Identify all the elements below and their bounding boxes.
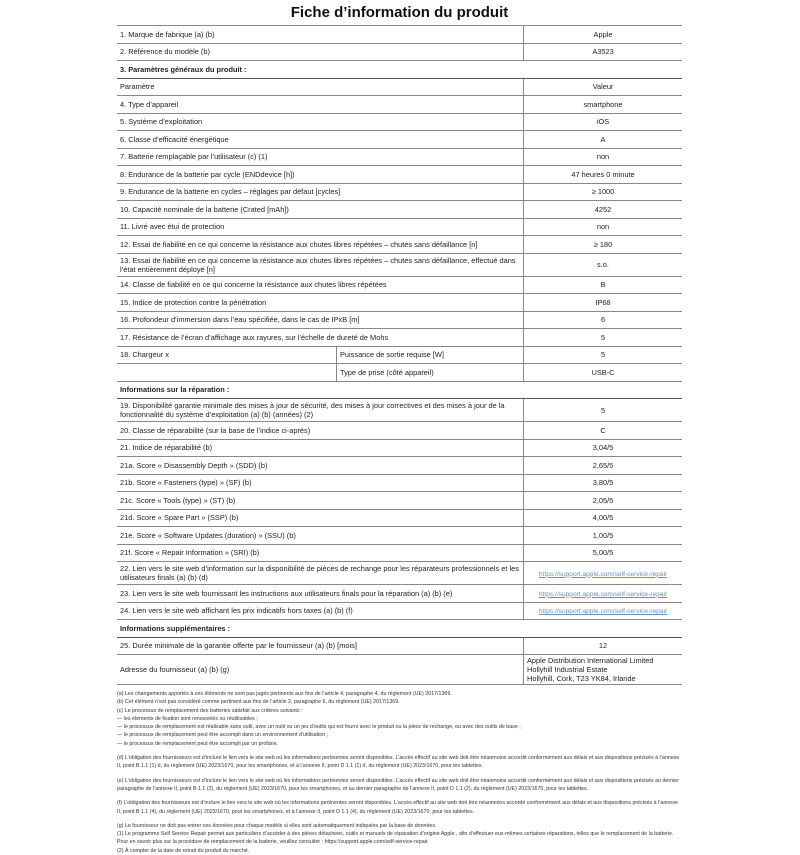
table-row — [117, 329, 682, 347]
row-value: iOS — [524, 113, 683, 131]
row-value: A3523 — [524, 43, 683, 61]
row-sublabel: Type de prise (côté appareil) — [337, 364, 524, 382]
table-row — [117, 399, 682, 422]
row-label: 25. Durée minimale de la garantie offerte par le fournisseur (a) (b) [mois] — [117, 637, 524, 655]
row-value: 6 — [524, 311, 683, 329]
table-row — [117, 509, 682, 527]
row-label: 21a. Score « Disassembly Depth » (SDD) (b) — [117, 457, 524, 475]
row-label: 16. Profondeur d’immersion dans l’eau spécifiée, dans le cas de IPxB [m] — [117, 311, 524, 329]
row-value: 5 — [524, 399, 683, 422]
footnote: (2) À compter de la date de retrait du produit du marché. — [117, 847, 250, 854]
row-value: smartphone — [524, 96, 683, 114]
table-row — [117, 113, 682, 131]
row-value: IP68 — [524, 294, 683, 312]
row-label: 9. Endurance de la batterie en cycles – réglages par défaut [cycles] — [117, 183, 524, 201]
row-label: 1. Marque de fabrique (a) (b) — [117, 26, 524, 44]
table-row — [117, 26, 682, 44]
support-link[interactable]: https://support.apple.com/self-service-repair — [538, 590, 668, 598]
row-label: 21b. Score « Fasteners (type) » (SF) (b) — [117, 474, 524, 492]
table-row — [117, 201, 682, 219]
row-value: B — [524, 276, 683, 294]
row-value: 4252 — [524, 201, 683, 219]
row-value: C — [524, 422, 683, 440]
row-label: 23. Lien vers le site web fournissant les instructions aux utilisateurs finals pour la réparation (a) (b) (e) — [117, 585, 524, 603]
table-row — [117, 602, 682, 620]
row-label: 10. Capacité nominale de la batterie (Crated [mAh]) — [117, 201, 524, 219]
table-row — [117, 183, 682, 201]
row-label: Adresse du fournisseur (a) (b) (g) — [117, 655, 524, 685]
row-label: 18. Chargeur x — [117, 346, 337, 364]
support-link[interactable]: https://support.apple.com/self-service-repair — [538, 608, 668, 616]
row-label: 20. Classe de réparabilité (sur la base de l’indice ci-après) — [117, 422, 524, 440]
row-sublabel: Puissance de sortie requise [W] — [337, 346, 524, 364]
table-row — [117, 346, 682, 364]
row-link-cell — [524, 602, 683, 620]
address-line: Hollyhill Industrial Estate — [527, 665, 608, 674]
row-label: 21c. Score « Tools (type) » (ST) (b) — [117, 492, 524, 510]
row-label: 15. Indice de protection contre la pénétration — [117, 294, 524, 312]
row-link-cell — [524, 562, 683, 585]
address-line: Hollyhill, Cork, T23 YK84, Irlande — [527, 674, 636, 683]
row-label: 12. Essai de fiabilité en ce qui concerne la résistance aux chutes libres répétées – chutes sans défaillance [n] — [117, 236, 524, 254]
row-label: 11. Livré avec étui de protection — [117, 218, 524, 236]
table-row — [117, 166, 682, 184]
table-row — [117, 148, 682, 166]
address-line: Apple Distribution International Limited — [527, 656, 654, 665]
row-value: non — [524, 148, 683, 166]
row-value: ≥ 1000 — [524, 183, 683, 201]
table-row — [117, 422, 682, 440]
row-label: 21d. Score « Spare Part » (SSP) (b) — [117, 509, 524, 527]
row-label: 22. Lien vers le site web d’information sur la disponibilité de pièces de rechange pour les réparateurs professionnels et les utilisateurs finals (a) (b) (d) — [117, 562, 524, 585]
row-link-cell — [524, 585, 683, 603]
row-label: 6. Classe d’efficacité énergétique — [117, 131, 524, 149]
table-row — [117, 236, 682, 254]
table-row — [117, 43, 682, 61]
footnote: — le processus de remplacement est réalisable sans outil, avec un outil ou un jeu d’outils qui est fourni avec le produit ou la pièce de rechange, ou avec des outils de base ; — [117, 724, 521, 731]
row-value: Valeur — [524, 78, 683, 96]
row-value: 1,00/5 — [524, 527, 683, 545]
table-row — [117, 311, 682, 329]
row-value: 4,00/5 — [524, 509, 683, 527]
row-label: 21f. Score « Repair Information » (SRI) (b) — [117, 544, 524, 562]
table-row — [117, 294, 682, 312]
row-value: 5 — [524, 346, 683, 364]
footnote: — le processus de remplacement peut être accompli par un profane. — [117, 740, 279, 747]
footnote: (1) Le programme Self Service Repair permet aux particuliers d’accéder à des pièces détachées, outils et manuels de réparation d’origine Apple , afin d’effectuer eux-mêmes certaines réparations, telles que le remplacement de la batterie. Pour en savoir plus sur la procédure de remplacement de la batterie, veuillez consulter : https://support.apple.com/self-service-repair. — [117, 831, 674, 846]
row-value: 5,00/5 — [524, 544, 683, 562]
table-row — [117, 474, 682, 492]
section-header — [117, 620, 682, 638]
page-title: Fiche d’information du produit — [290, 4, 509, 21]
table-row — [117, 457, 682, 475]
product-info-table — [117, 25, 682, 685]
footnote: — les éléments de fixation sont renouvelés ou réutilisables ; — [117, 715, 258, 722]
footnote: (a) Les changements apportés à ces éléments ne sont pas jugés pertinents aux fins de l’article 4, paragraphe 4, du règlement (UE) 2017/1369. — [117, 691, 452, 697]
footnote: (g) Le fournisseur ne doit pas entrer ces données pour chaque modèle si elles sont automatiquement indiquées par la base de données. — [117, 822, 437, 829]
row-value: ≥ 180 — [524, 236, 683, 254]
row-value: 12 — [524, 637, 683, 655]
section-title: Informations supplémentaires : — [117, 620, 682, 638]
row-value: non — [524, 218, 683, 236]
section-title: 3. Paramètres généraux du produit : — [117, 61, 682, 79]
row-value: USB-C — [524, 364, 683, 382]
footnote: (c) Le processus de remplacement des batteries satisfait aux critères suivants : — [117, 707, 303, 714]
table-row — [117, 544, 682, 562]
footnotes — [117, 690, 682, 855]
footnote: (d) L’obligation des fournisseurs est d’inclure le lien vers le site web où les informations pertinentes seront disponibles. L’accès effectif au site web doit être néanmoins accordé conformément aux délais et aux dispositions précisés à l’annexe II, point B 1.1 (1) d, du règlement (UE) 2023/1670, pour les smartphones, et à l’annexe II, point D 1.1 (1) d, du règlement (UE) 2023/1670, pour les tablettes. — [117, 755, 680, 770]
row-value: 2,05/5 — [524, 492, 683, 510]
row-value: 5 — [524, 329, 683, 347]
table-row — [117, 364, 682, 382]
row-label: 5. Système d’exploitation — [117, 113, 524, 131]
row-label: 4. Type d’appareil — [117, 96, 524, 114]
row-label — [117, 364, 337, 382]
footnote: (b) Cet élément n’est pas considéré comme pertinent aux fins de l’article 2, paragraphe 6, du règlement (UE) 2017/1369. — [117, 699, 400, 706]
row-value: 3,80/5 — [524, 474, 683, 492]
product-information-sheet — [117, 4, 682, 855]
support-link[interactable]: https://support.apple.com/self-service-repair — [538, 570, 668, 578]
table-row — [117, 637, 682, 655]
row-value: 47 heures 0 minute — [524, 166, 683, 184]
row-label: 21e. Score « Software Updates (duration) » (SSU) (b) — [117, 527, 524, 545]
row-value: A — [524, 131, 683, 149]
row-value: Apple — [524, 26, 683, 44]
table-row — [117, 655, 682, 685]
table-row — [117, 562, 682, 585]
row-label: 2. Référence du modèle (b) — [117, 43, 524, 61]
supplier-address — [524, 655, 683, 685]
row-label: 8. Endurance de la batterie par cycle (ENDdevice [h]) — [117, 166, 524, 184]
section-title: Informations sur la réparation : — [117, 381, 682, 399]
row-label: Paramètre — [117, 78, 524, 96]
section-header — [117, 61, 682, 79]
footnote: (f) L’obligation des fournisseurs est d’inclure le lien vers le site web où les informations pertinentes seront disponibles. L’accès effectif au site web doit être néanmoins accordé conformément aux délais et aux dispositions précisés à l’annexe II, point B 1.1 (4), du règlement (UE) 2023/1670, pour les smartphones, et à l’annexe II, point D 1.1 (4), du règlement (UE) 2023/1670, pour les tablettes. — [117, 800, 678, 815]
table-row — [117, 276, 682, 294]
row-label: 24. Lien vers le site web affichant les prix indicatifs hors taxes (a) (b) (f) — [117, 602, 524, 620]
row-label: 14. Classe de fiabilité en ce qui concerne la résistance aux chutes libres répétées — [117, 276, 524, 294]
footnote: — le processus de remplacement peut être accompli dans un environnement d’utilisation ; — [117, 732, 329, 739]
row-label: 21. Indice de réparabilité (b) — [117, 439, 524, 457]
row-label: 19. Disponibilité garantie minimale des mises à jour de sécurité, des mises à jour correctives et des mises à jour de la fonctionnalité du système d’exploitation (a) (b) (années) (2) — [117, 399, 524, 422]
table-row — [117, 439, 682, 457]
table-row — [117, 492, 682, 510]
row-value: s.o. — [524, 253, 683, 276]
row-label: 7. Batterie remplaçable par l’utilisateur (c) (1) — [117, 148, 524, 166]
table-row — [117, 253, 682, 276]
row-label: 13. Essai de fiabilité en ce qui concerne la résistance aux chutes libres répétées – chutes sans défaillance, effectué dans l’état entièrement déployé [n] — [117, 253, 524, 276]
table-row — [117, 585, 682, 603]
table-row — [117, 96, 682, 114]
footnote: (e) L’obligation des fournisseurs est d’inclure le lien vers le site web où les informations pertinentes seront disponibles. L’accès effectif au site web doit être néanmoins accordé conformément aux délais et aux dispositions précisés au dernier paragraphe de l’annexe II, point B 1.1 (2), du règlement (UE) 2023/1670, pour les smartphones, et au dernier paragraphe de l’annexe II, point D 1.1 (2), du règlement (UE) 2023/1670, pour les tablettes. — [117, 777, 679, 792]
table-row — [117, 78, 682, 96]
section-header — [117, 381, 682, 399]
row-value: 3,04/5 — [524, 439, 683, 457]
table-row — [117, 527, 682, 545]
row-label: 17. Résistance de l’écran d’affichage aux rayures, sur l’échelle de dureté de Mohs — [117, 329, 524, 347]
table-row — [117, 131, 682, 149]
row-value: 2,65/5 — [524, 457, 683, 475]
table-row — [117, 218, 682, 236]
